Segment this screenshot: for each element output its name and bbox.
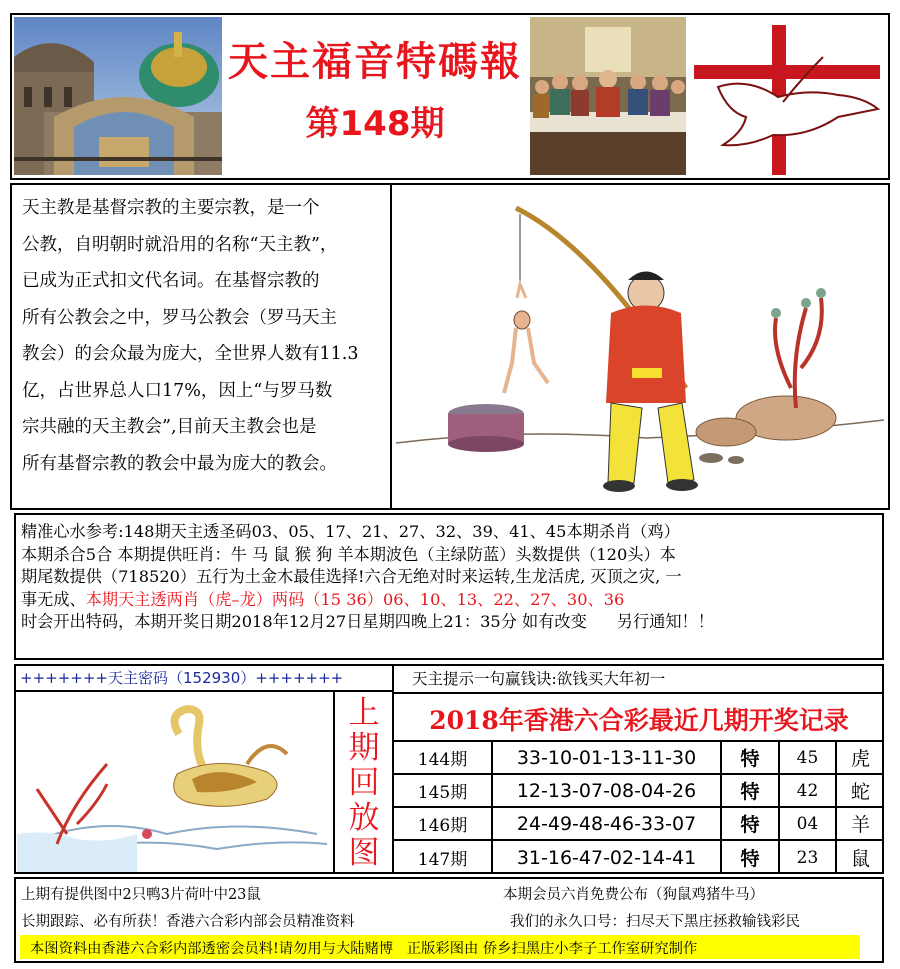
intro-divider xyxy=(390,183,392,510)
results-table xyxy=(394,742,884,874)
period-cell: 144期 xyxy=(394,742,493,775)
footer-line-1-left: 上期有提供图中2只鸭3片荷叶中23鼠 xyxy=(21,887,261,903)
footer-line-2-left: 长期跟踪、必有所获！香港六合彩内部会员精准资料 xyxy=(21,914,355,930)
intro-line: 已成为正式扣文代名词。在基督宗教的 xyxy=(22,271,320,291)
swan-illustration xyxy=(17,694,333,872)
intro-text xyxy=(22,190,390,482)
reference-line-4-prefix: 事无成、 xyxy=(21,589,86,609)
intro-line: 亿，占世界总人口17%，因上“与罗马数 xyxy=(22,380,333,401)
footer-line-2-right: 我们的永久口号：扫尽天下黑庄拯救输钱彩民 xyxy=(510,914,800,930)
period-cell: 146期 xyxy=(394,808,493,841)
period-cell: 147期 xyxy=(394,841,493,874)
intro-line: 公教，自明朝时就沿用的名称“天主教”， xyxy=(22,234,338,255)
special-label-cell: 特 xyxy=(722,808,780,841)
review-char: 图 xyxy=(348,835,380,871)
reference-line-1: 精准心水参考:148期天主透圣码03、05、17、21、27、32、39、41、45本期杀肖（鸡） xyxy=(21,522,680,541)
intro-line: 天主教是基督宗教的主要宗教，是一个 xyxy=(22,198,320,218)
tip-text: 天主提示一句赢钱诀:欲钱买大年初一 xyxy=(412,670,666,688)
special-label-cell: 特 xyxy=(722,742,780,775)
numbers-cell: 12-13-07-08-04-26 xyxy=(493,775,722,808)
cathedral-image xyxy=(14,17,222,175)
intro-line: 所有公教会之中，罗马公教会（罗马天主 xyxy=(22,307,337,328)
intro-line: 教会）的会众最为庞大，全世界人数有11.3 xyxy=(22,344,359,364)
secret-code: +++++++天主密码（152930）+++++++ xyxy=(20,669,344,687)
special-number-cell: 23 xyxy=(780,841,837,874)
reference-line-2: 本期杀合5合 本期提供旺肖：牛 马 鼠 猴 狗 羊本期波色（主绿防蓝）头数提供（120头）本 xyxy=(21,544,676,564)
special-number-cell: 04 xyxy=(780,808,837,841)
review-char: 放 xyxy=(348,800,380,836)
reference-highlight: 本期天主透两肖（虎–龙）两码（15 36）06、10、13、22、27、30、36 xyxy=(85,589,625,609)
issue-number: 第148期 xyxy=(305,104,445,144)
reference-line-5-notice: 另行通知！！ xyxy=(616,612,714,631)
special-number-cell: 42 xyxy=(780,775,837,808)
review-char: 回 xyxy=(348,765,380,801)
review-label xyxy=(335,696,393,871)
review-char: 期 xyxy=(348,730,380,766)
numbers-cell: 33-10-01-13-11-30 xyxy=(493,742,722,775)
footer-line-3: 本图资料由香港六合彩内部透密会员料!请勿用与大陆赌博 正版彩图由 侨乡扫黑庄小李子工作室研究制作 xyxy=(30,941,698,957)
intro-line: 宗共融的天主教会”,目前天主教会也是 xyxy=(22,417,317,437)
last-supper-painting xyxy=(530,17,686,175)
fishing-man-illustration xyxy=(396,188,884,506)
tip-divider xyxy=(394,692,884,694)
numbers-cell: 31-16-47-02-14-41 xyxy=(493,841,722,874)
zodiac-cell: 羊 xyxy=(837,808,884,841)
reference-line-3: 期尾数提供（718520）五行为土金木最佳选择!六合无绝对时来运转,生龙活虎, 灭顶之灾, 一 xyxy=(21,567,682,586)
dove-cross-image xyxy=(688,17,886,175)
page-title: 天主福音特碼報 xyxy=(228,39,522,85)
reference-line-5-text: 时会开出特码，本期开奖日期2018年12月27日星期四晚上21：35分 如有改变 xyxy=(21,612,587,631)
special-label-cell: 特 xyxy=(722,841,780,874)
reference-text xyxy=(21,521,883,634)
zodiac-cell: 鼠 xyxy=(850,848,870,870)
intro-line: 所有基督宗教的教会中最为庞大的教会。 xyxy=(22,453,337,474)
reference-line-4 xyxy=(21,589,883,612)
zodiac-cell: 蛇 xyxy=(837,775,884,808)
review-char: 上 xyxy=(348,695,380,731)
special-number-cell: 45 xyxy=(780,742,837,775)
footer-line-1-right: 本期会员六肖免费公布（狗鼠鸡猪牛马） xyxy=(503,887,764,903)
period-cell: 145期 xyxy=(394,775,493,808)
results-title: 2018年香港六合彩最近几期开奖记录 xyxy=(429,706,849,735)
special-label-cell: 特 xyxy=(722,775,780,808)
numbers-cell: 24-49-48-46-33-07 xyxy=(493,808,722,841)
reference-line-5 xyxy=(21,611,883,634)
zodiac-cell: 虎 xyxy=(837,742,884,775)
